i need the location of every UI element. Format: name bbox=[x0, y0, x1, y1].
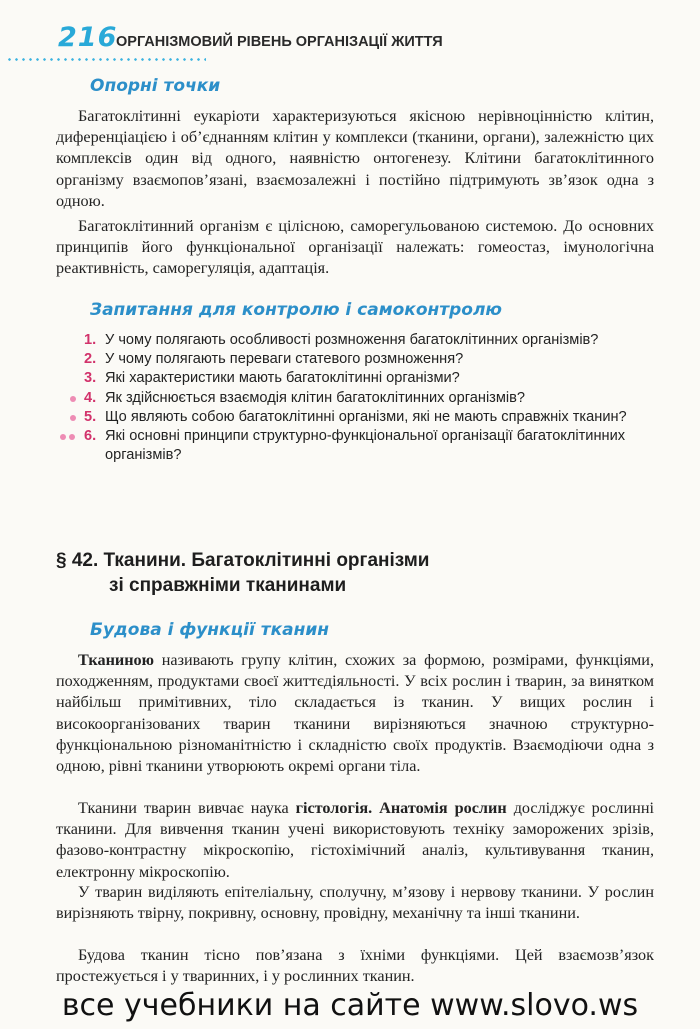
page-number: 216 bbox=[58, 22, 118, 53]
question-number: 3. bbox=[84, 370, 97, 387]
term-tissue: Тканиною bbox=[78, 651, 155, 669]
question-item bbox=[80, 408, 654, 427]
questions-heading: Запитання для контролю і самоконтролю bbox=[90, 300, 502, 320]
key-points-paragraph-1: Багатоклітинні еукаріоти характеризуються якісною нерівноцінністю клітин, диференціацією і об’єднанням клітин у комплекси (тканини, органи), залежністю цих комплексів один від одного, наявністю онтогенезу. Клітини багатоклітинного організму взаємопов’язані, взаємозалежні і постійно підтримують зв’язок одна з одною. bbox=[56, 107, 654, 210]
key-points-heading: Опорні точки bbox=[90, 76, 221, 96]
question-item bbox=[80, 369, 654, 388]
difficulty-dot-icon bbox=[60, 434, 66, 440]
paragraph-text: називають групу клітин, схожих за формою, розмірами, функціями, походженням, продуктами своєї життєдіяльності. У всіх рослин і тварин, за винятком найбільш примітивних, тіло складається із тканин. У вищих рослин і високоорганізованих тварин тканини вирізняються значною структурно-функціональною різноманітністю і складністю своїх продуктів. Взаємодіючи одна з одною, рівні тканини утворюють окремі органи тіла. bbox=[56, 651, 654, 776]
term-histology: гістологія. bbox=[295, 799, 373, 817]
term-plant-anatomy: Анатомія рослин bbox=[379, 799, 507, 817]
section-paragraph-4: Будова тканин тісно пов’язана з їхніми функціями. Цей взаємозв’язок простежується і у тваринних, і у рослинних тканин. bbox=[56, 946, 654, 986]
section-subheading: Будова і функції тканин bbox=[90, 620, 330, 640]
question-text: Які характеристики мають багатоклітинні організми? bbox=[105, 370, 460, 387]
question-text: У чому полягають особливості розмноження багатоклітинних організмів? bbox=[105, 332, 599, 348]
paragraph-text: досліджує рослинні тканини. Для вивчення тканин учені використовують техніку заморожених зрізів, фазово-контрастну мікроскопію, гістохімічний аналіз, культивування тканин, електронну мікроскопію. bbox=[56, 799, 654, 881]
difficulty-dot-icon bbox=[70, 415, 76, 421]
page-header bbox=[58, 22, 678, 62]
question-number: 6. bbox=[84, 428, 97, 445]
question-number: 5. bbox=[84, 408, 97, 425]
dotted-divider bbox=[6, 58, 206, 61]
question-text: Які основні принципи структурно-функціональної організації багатоклітинних організмів? bbox=[105, 428, 626, 464]
section-title-line-1: § 42. Тканини. Багатоклітинні організми bbox=[56, 550, 430, 571]
section-title-line-2: зі справжніми тканинами bbox=[109, 575, 347, 596]
section-paragraph-2 bbox=[56, 798, 654, 883]
question-item bbox=[80, 389, 654, 408]
section-paragraph-1 bbox=[56, 650, 654, 777]
paragraph-text: Тканини тварин вивчає наука bbox=[78, 799, 296, 817]
question-text: Що являють собою багатоклітинні організми, які не мають справжніх тканин? bbox=[105, 408, 627, 425]
section-paragraph-3: У тварин виділяють епітеліальну, сполучну, м’язову і нервову тканини. У рослин вирізняють твірну, покривну, основну, провідну, механічну та інші тканини. bbox=[56, 883, 654, 923]
question-text: У чому полягають переваги статевого розмноження? bbox=[105, 351, 464, 368]
question-number: 4. bbox=[84, 389, 97, 406]
question-text: Як здійснюється взаємодія клітин багатоклітинних організмів? bbox=[105, 389, 526, 406]
questions-list bbox=[80, 331, 654, 465]
question-item bbox=[80, 350, 654, 369]
difficulty-dot-icon bbox=[70, 396, 76, 402]
question-number: 2. bbox=[84, 351, 97, 368]
watermark-banner: все учебники на сайте www.slovo.ws bbox=[61, 988, 639, 1023]
running-title: ОРГАНІЗМОВИЙ РІВЕНЬ ОРГАНІЗАЦІЇ ЖИТТЯ bbox=[116, 34, 443, 50]
difficulty-dot-icon bbox=[69, 434, 75, 440]
key-points-paragraph-2: Багатоклітинний організм є цілісною, саморегульованою системою. До основних принципів його функціональної організації належать: гомеостаз, імунологічна реактивність, саморегуляція, адаптація. bbox=[56, 217, 654, 278]
question-item bbox=[80, 427, 654, 465]
section-title bbox=[56, 548, 429, 598]
question-item bbox=[80, 331, 654, 350]
question-number: 1. bbox=[84, 332, 97, 348]
